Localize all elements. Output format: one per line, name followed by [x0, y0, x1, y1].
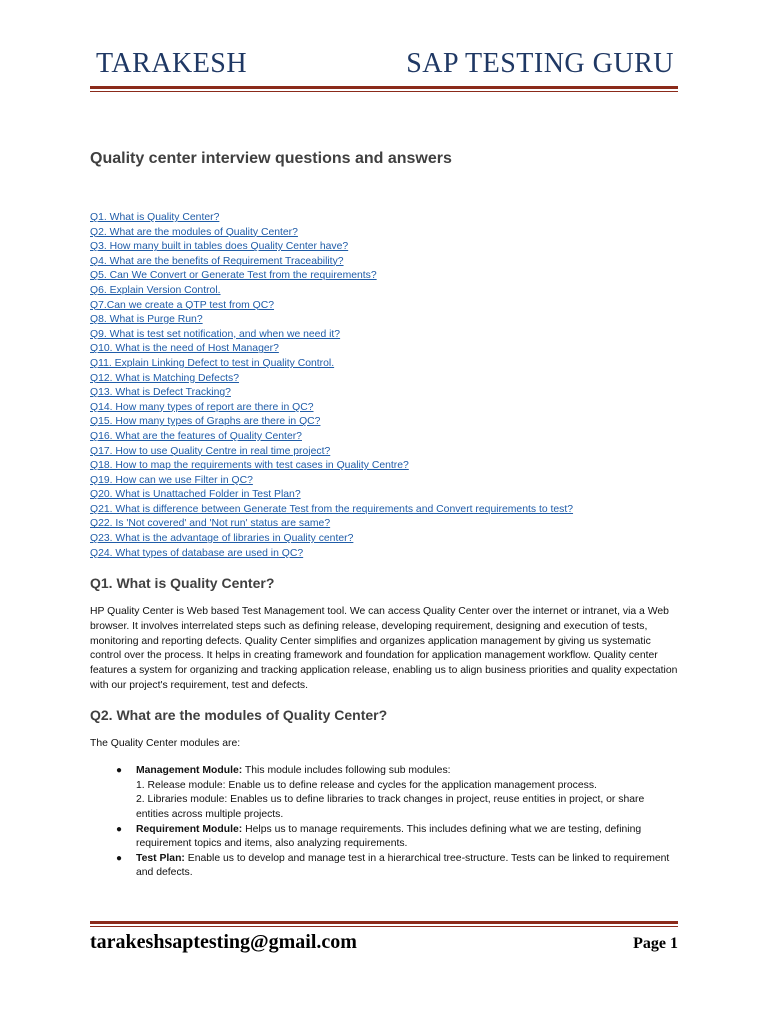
toc-item [90, 226, 678, 241]
toc-item [90, 240, 678, 255]
list-item [116, 852, 678, 881]
toc-link-q6[interactable]: Q6. Explain Version Control. [90, 284, 221, 296]
footer-divider [90, 921, 678, 924]
toc-link-q9[interactable]: Q9. What is test set notification, and when we need it? [90, 328, 341, 340]
toc-item [90, 211, 678, 226]
toc-link-q7[interactable]: Q7.Can we create a QTP test from QC? [90, 299, 275, 311]
toc-item [90, 386, 678, 401]
table-of-contents [90, 211, 678, 561]
q2-intro: The Quality Center modules are: [90, 738, 241, 750]
toc-link-q8[interactable]: Q8. What is Purge Run? [90, 314, 203, 326]
module-name: Management Module: [136, 765, 243, 777]
q1-answer: HP Quality Center is Web based Test Management tool. We can access Quality Center over the internet or intranet, via a Web browser. It involves interrelated steps such as defining release, developing requirement, designing and execution of tests, monitoring and reporting defects. Quality Center simplifies and organizes application management by giving us systematic control over the process. It helps in creating framework and foundation for application management workflow. Quality center features a system for organizing and tracking application release, enabling us to align business priorities and quality expectation with our project's requirement, test and defects. [90, 606, 678, 691]
header-brand: SAP TESTING GURU [406, 48, 674, 79]
module-name: Requirement Module: [136, 823, 243, 835]
page-number: Page 1 [633, 935, 678, 952]
toc-item [90, 342, 678, 357]
document-body [90, 150, 678, 881]
modules-list [90, 764, 678, 881]
toc-link-q12[interactable]: Q12. What is Matching Defects? [90, 372, 239, 384]
toc-link-q1[interactable]: Q1. What is Quality Center? [90, 212, 220, 223]
module-desc: Enable us to develop and manage test in a hierarchical tree-structure. Tests can be linked to requirement and defects. [136, 852, 670, 879]
toc-item [90, 299, 678, 314]
page-header [90, 48, 678, 84]
toc-link-q14[interactable]: Q14. How many types of report are there in QC? [90, 401, 314, 413]
toc-link-q3[interactable]: Q3. How many built in tables does Quality Center have? [90, 241, 349, 253]
toc-link-q11[interactable]: Q11. Explain Linking Defect to test in Quality Control. [90, 357, 335, 369]
list-item [116, 764, 678, 822]
toc-item [90, 415, 678, 430]
toc-item [90, 503, 678, 518]
toc-item [90, 269, 678, 284]
toc-link-q5[interactable]: Q5. Can We Convert or Generate Test from the requirements? [90, 270, 377, 282]
toc-link-q20[interactable]: Q20. What is Unattached Folder in Test Plan? [90, 489, 301, 501]
toc-item [90, 372, 678, 387]
toc-link-q19[interactable]: Q19. How can we use Filter in QC? [90, 474, 253, 486]
toc-item [90, 532, 678, 547]
toc-item [90, 313, 678, 328]
footer-email: tarakeshsaptesting@gmail.com [90, 931, 357, 953]
module-name: Test Plan: [136, 852, 185, 864]
toc-item [90, 488, 678, 503]
toc-link-q4[interactable]: Q4. What are the benefits of Requirement Traceability? [90, 255, 344, 267]
toc-link-q24[interactable]: Q24. What types of database are used in QC? [90, 547, 304, 559]
sub-module-release: 1. Release module: Enable us to define release and cycles for the application management process. [136, 779, 597, 791]
toc-item [90, 517, 678, 532]
header-author: TARAKESH [96, 48, 248, 79]
toc-item [90, 547, 678, 562]
header-divider [90, 86, 678, 89]
toc-item [90, 430, 678, 445]
toc-link-q13[interactable]: Q13. What is Defect Tracking? [90, 387, 231, 399]
toc-link-q17[interactable]: Q17. How to use Quality Centre in real time project? [90, 445, 331, 457]
header-divider-thin [90, 91, 678, 92]
list-item [116, 823, 678, 852]
toc-item [90, 459, 678, 474]
sub-module-libraries: 2. Libraries module: Enables us to define libraries to track changes in project, reuse entities in project, or share entities across multiple projects. [136, 794, 645, 820]
toc-link-q23[interactable]: Q23. What is the advantage of libraries in Quality center? [90, 533, 354, 545]
q2-heading: Q2. What are the modules of Quality Center? [90, 707, 388, 724]
toc-link-q10[interactable]: Q10. What is the need of Host Manager? [90, 343, 279, 355]
document-title: Quality center interview questions and answers [90, 150, 452, 167]
toc-link-q15[interactable]: Q15. How many types of Graphs are there in QC? [90, 416, 321, 428]
toc-item [90, 474, 678, 489]
toc-item [90, 401, 678, 416]
toc-link-q2[interactable]: Q2. What are the modules of Quality Center? [90, 226, 298, 238]
bullet-icon: ● [116, 852, 123, 864]
toc-item [90, 328, 678, 343]
toc-item [90, 357, 678, 372]
toc-link-q22[interactable]: Q22. Is 'Not covered' and 'Not run' status are same? [90, 518, 331, 530]
toc-link-q21[interactable]: Q21. What is difference between Generate Test from the requirements and Convert requirements to test? [90, 503, 574, 515]
toc-item [90, 255, 678, 270]
q1-heading: Q1. What is Quality Center? [90, 575, 275, 592]
footer-divider-thin [90, 926, 678, 927]
toc-item [90, 445, 678, 460]
module-desc: This module includes following sub modules: [242, 765, 451, 777]
bullet-icon: ● [116, 823, 123, 835]
toc-link-q16[interactable]: Q16. What are the features of Quality Center? [90, 430, 302, 442]
toc-link-q18[interactable]: Q18. How to map the requirements with test cases in Quality Centre? [90, 460, 409, 472]
module-desc: Helps us to manage requirements. This includes defining what we are testing, defining requirement topics and items, also analyzing requirements. [136, 823, 642, 850]
bullet-icon: ● [116, 765, 123, 777]
toc-item [90, 284, 678, 299]
